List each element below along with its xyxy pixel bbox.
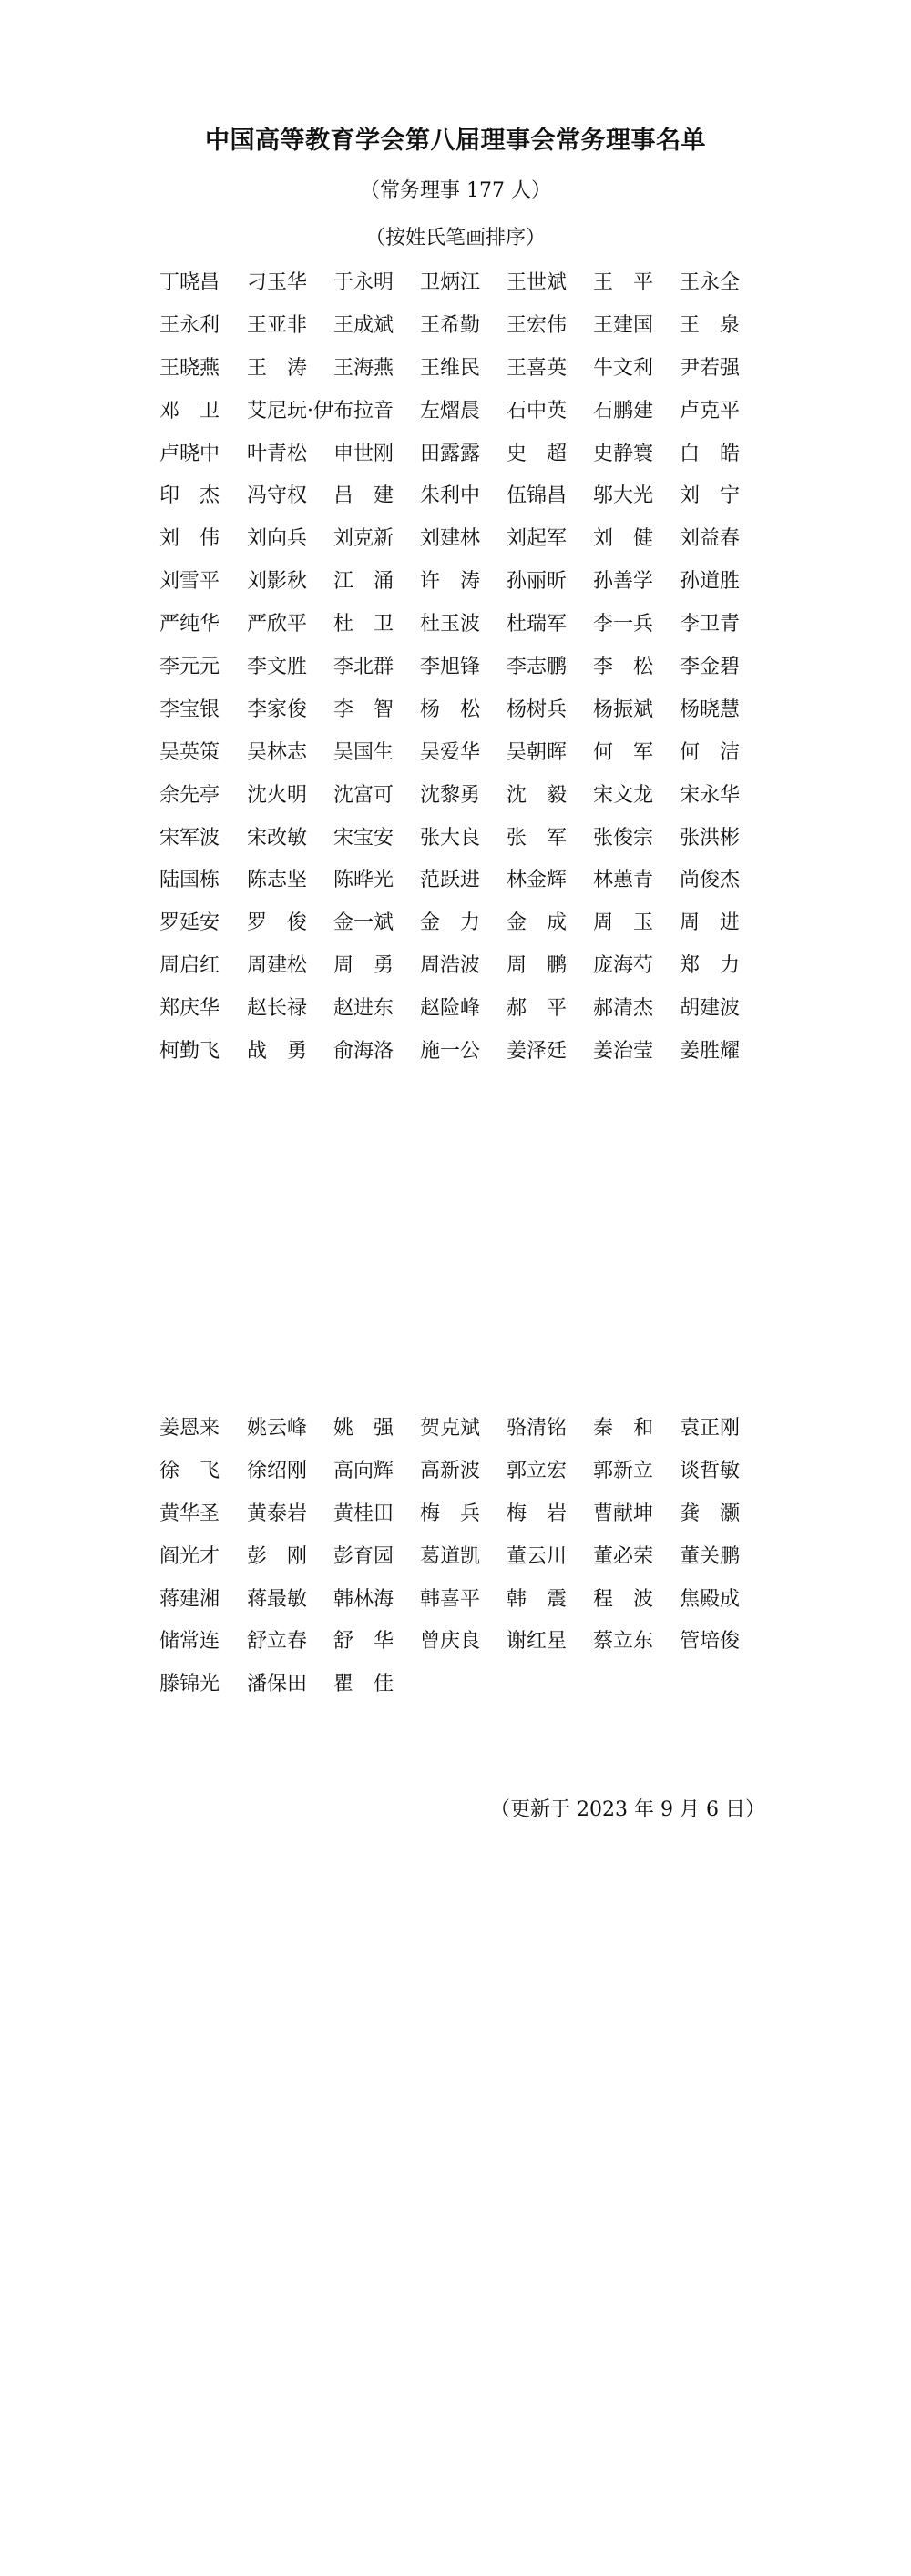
member-name: 王海燕 — [333, 356, 394, 380]
member-name: 史 超 — [507, 442, 568, 465]
name-row — [159, 910, 752, 952]
member-name: 朱利中 — [420, 484, 481, 508]
member-name: 张俊宗 — [593, 826, 654, 850]
member-name: 刘益春 — [680, 527, 741, 551]
member-name: 姜治莹 — [593, 1040, 654, 1064]
member-name: 张洪彬 — [680, 826, 741, 850]
member-name: 储常连 — [159, 1630, 220, 1654]
member-name: 白 皓 — [680, 442, 741, 465]
member-name: 胡建波 — [680, 997, 741, 1021]
member-name: 金一斌 — [333, 911, 394, 935]
member-name: 柯勤飞 — [159, 1040, 220, 1064]
member-name: 王宏伟 — [507, 313, 568, 337]
member-name: 王 泉 — [680, 313, 741, 337]
member-name: 王希勤 — [420, 313, 481, 337]
member-name: 赵长禄 — [247, 997, 308, 1021]
member-name: 宋文龙 — [593, 783, 654, 807]
member-name: 郑 力 — [680, 954, 741, 978]
member-name: 李宝银 — [159, 697, 220, 721]
member-name: 林蕙青 — [593, 869, 654, 892]
name-list-section-1 — [159, 270, 752, 1081]
member-name: 严纯华 — [159, 613, 220, 636]
member-name: 邬大光 — [593, 484, 654, 508]
member-name: 陈晔光 — [333, 869, 394, 892]
member-name: 王 平 — [593, 271, 654, 294]
member-name: 李 智 — [333, 697, 394, 721]
member-name: 杨树兵 — [507, 697, 568, 721]
member-name: 梅 岩 — [507, 1502, 568, 1525]
member-name: 周 勇 — [333, 954, 394, 978]
member-name: 庞海芍 — [593, 954, 654, 978]
member-name: 周 鹏 — [507, 954, 568, 978]
member-name: 王维民 — [420, 356, 481, 380]
member-name: 王世斌 — [507, 271, 568, 294]
member-name: 李金碧 — [680, 656, 741, 679]
member-name: 梅 兵 — [420, 1502, 481, 1525]
member-name: 刁玉华 — [247, 271, 308, 294]
member-name: 彭 刚 — [247, 1544, 308, 1568]
member-name: 张大良 — [420, 826, 481, 850]
name-row — [159, 697, 752, 739]
member-name: 杨 松 — [420, 697, 481, 721]
member-name: 潘保田 — [247, 1673, 308, 1696]
member-name: 刘 健 — [593, 527, 654, 551]
member-name: 牛文利 — [593, 356, 654, 380]
member-name: 刘克新 — [333, 527, 394, 551]
name-row — [159, 867, 752, 910]
member-name: 孙道胜 — [680, 570, 741, 594]
member-name: 姚 强 — [333, 1417, 394, 1440]
member-name: 张 军 — [507, 826, 568, 850]
member-name: 杨振斌 — [593, 697, 654, 721]
member-name: 尚俊杰 — [680, 869, 741, 892]
name-row — [159, 398, 752, 441]
member-count-subtitle: （常务理事 177 人） — [360, 179, 551, 202]
member-name: 孙丽昕 — [507, 570, 568, 594]
member-name: 杜玉波 — [420, 613, 481, 636]
member-name: 艾尼玩·伊布拉音 — [247, 399, 394, 423]
name-list-section-2 — [159, 1415, 752, 1714]
member-name: 刘建林 — [420, 527, 481, 551]
member-name: 骆清铭 — [507, 1417, 568, 1440]
member-name: 李文胜 — [247, 656, 308, 679]
member-name: 李 松 — [593, 656, 654, 679]
member-name: 阎光才 — [159, 1544, 220, 1568]
member-name: 姜泽廷 — [507, 1040, 568, 1064]
member-name: 严欣平 — [247, 613, 308, 636]
member-name: 史静寰 — [593, 442, 654, 465]
member-name: 赵险峰 — [420, 997, 481, 1021]
name-row — [159, 1415, 752, 1458]
member-name: 李旭锋 — [420, 656, 481, 679]
member-name: 宋永华 — [680, 783, 741, 807]
member-name: 姜胜耀 — [680, 1040, 741, 1064]
member-name: 罗 俊 — [247, 911, 308, 935]
member-name: 谈哲敏 — [680, 1459, 741, 1482]
name-row — [159, 568, 752, 611]
member-name: 周浩波 — [420, 954, 481, 978]
member-name: 周 进 — [680, 911, 741, 935]
member-name: 王喜英 — [507, 356, 568, 380]
member-name: 徐绍刚 — [247, 1459, 308, 1482]
member-name: 蔡立东 — [593, 1630, 654, 1654]
member-name: 董关鹏 — [680, 1544, 741, 1568]
member-name: 瞿 佳 — [333, 1673, 394, 1696]
member-name: 董云川 — [507, 1544, 568, 1568]
member-name: 吴国生 — [333, 740, 394, 764]
member-name: 沈富可 — [333, 783, 394, 807]
member-name: 曹献坤 — [593, 1502, 654, 1525]
member-name: 卢晓中 — [159, 442, 220, 465]
member-name: 于永明 — [333, 271, 394, 294]
name-row — [159, 654, 752, 697]
member-name: 焦殿成 — [680, 1587, 741, 1611]
member-name: 李元元 — [159, 656, 220, 679]
member-name: 战 勇 — [247, 1040, 308, 1064]
member-name: 刘起军 — [507, 527, 568, 551]
member-name: 郝清杰 — [593, 997, 654, 1021]
member-name: 韩林海 — [333, 1587, 394, 1611]
member-name: 吴林志 — [247, 740, 308, 764]
name-row — [159, 1543, 752, 1586]
member-name: 刘雪平 — [159, 570, 220, 594]
member-name: 姚云峰 — [247, 1417, 308, 1440]
member-name: 卫炳江 — [420, 271, 481, 294]
member-name: 卢克平 — [680, 399, 741, 423]
member-name: 俞海洛 — [333, 1040, 394, 1064]
name-row — [159, 995, 752, 1038]
member-name: 周建松 — [247, 954, 308, 978]
member-name: 吴英策 — [159, 740, 220, 764]
member-name: 杜瑞军 — [507, 613, 568, 636]
member-name: 丁晓昌 — [159, 271, 220, 294]
member-name: 谢红星 — [507, 1630, 568, 1654]
member-name: 周 玉 — [593, 911, 654, 935]
member-name: 郭新立 — [593, 1459, 654, 1482]
name-row — [159, 1038, 752, 1081]
member-name: 王亚非 — [247, 313, 308, 337]
member-name: 郭立宏 — [507, 1459, 568, 1482]
member-name: 孙善学 — [593, 570, 654, 594]
member-name: 吴爱华 — [420, 740, 481, 764]
name-row — [159, 355, 752, 398]
member-name: 徐 飞 — [159, 1459, 220, 1482]
member-name: 李一兵 — [593, 613, 654, 636]
member-name: 罗延安 — [159, 911, 220, 935]
member-name: 郝 平 — [507, 997, 568, 1021]
member-name: 施一公 — [420, 1040, 481, 1064]
member-name: 余先亭 — [159, 783, 220, 807]
member-name: 管培俊 — [680, 1630, 741, 1654]
member-name: 林金辉 — [507, 869, 568, 892]
member-name: 江 涌 — [333, 570, 394, 594]
name-row — [159, 1458, 752, 1501]
member-name: 宋改敏 — [247, 826, 308, 850]
name-row — [159, 1586, 752, 1629]
member-name: 沈火明 — [247, 783, 308, 807]
member-name: 郑庆华 — [159, 997, 220, 1021]
name-row — [159, 1671, 752, 1714]
member-name: 舒立春 — [247, 1630, 308, 1654]
member-name: 黄华圣 — [159, 1502, 220, 1525]
member-name: 印 杰 — [159, 484, 220, 508]
member-name: 舒 华 — [333, 1630, 394, 1654]
name-row — [159, 1628, 752, 1671]
member-name: 黄泰岩 — [247, 1502, 308, 1525]
member-name: 袁正刚 — [680, 1417, 741, 1440]
member-name: 范跃进 — [420, 869, 481, 892]
member-name: 何 军 — [593, 740, 654, 764]
member-name: 王晓燕 — [159, 356, 220, 380]
member-name: 尹若强 — [680, 356, 741, 380]
member-name: 冯守权 — [247, 484, 308, 508]
name-row — [159, 611, 752, 654]
member-name: 曾庆良 — [420, 1630, 481, 1654]
member-name: 高向辉 — [333, 1459, 394, 1482]
member-name: 程 波 — [593, 1587, 654, 1611]
name-row — [159, 525, 752, 568]
member-name: 吕 建 — [333, 484, 394, 508]
member-name: 申世刚 — [333, 442, 394, 465]
member-name: 吴朝晖 — [507, 740, 568, 764]
member-name: 李家俊 — [247, 697, 308, 721]
member-name: 叶青松 — [247, 442, 308, 465]
name-row — [159, 739, 752, 782]
name-row — [159, 270, 752, 312]
name-row — [159, 782, 752, 825]
member-name: 姜恩来 — [159, 1417, 220, 1440]
sort-order-subtitle: （按姓氏笔画排序） — [364, 227, 546, 249]
member-name: 李卫青 — [680, 613, 741, 636]
member-name: 石鹏建 — [593, 399, 654, 423]
member-name: 陆国栋 — [159, 869, 220, 892]
member-name: 宋军波 — [159, 826, 220, 850]
member-name: 金 成 — [507, 911, 568, 935]
document-title: 中国高等教育学会第八届理事会常务理事名单 — [205, 127, 706, 155]
member-name: 高新波 — [420, 1459, 481, 1482]
member-name: 王 涛 — [247, 356, 308, 380]
member-name: 韩 震 — [507, 1587, 568, 1611]
member-name: 赵进东 — [333, 997, 394, 1021]
member-name: 田露露 — [420, 442, 481, 465]
member-name: 王永全 — [680, 271, 741, 294]
name-row — [159, 312, 752, 355]
name-row — [159, 441, 752, 484]
member-name: 彭育园 — [333, 1544, 394, 1568]
member-name: 王建国 — [593, 313, 654, 337]
member-name: 刘影秋 — [247, 570, 308, 594]
member-name: 沈黎勇 — [420, 783, 481, 807]
member-name: 黄桂田 — [333, 1502, 394, 1525]
member-name: 王成斌 — [333, 313, 394, 337]
member-name: 董必荣 — [593, 1544, 654, 1568]
member-name: 王永利 — [159, 313, 220, 337]
member-name: 秦 和 — [593, 1417, 654, 1440]
member-name: 邓 卫 — [159, 399, 220, 423]
member-name: 刘向兵 — [247, 527, 308, 551]
member-name: 宋宝安 — [333, 826, 394, 850]
member-name: 何 洁 — [680, 740, 741, 764]
member-name: 蒋建湘 — [159, 1587, 220, 1611]
member-name: 刘 伟 — [159, 527, 220, 551]
member-name: 沈 毅 — [507, 783, 568, 807]
update-date: （更新于 2023 年 9 月 6 日） — [490, 1798, 765, 1821]
member-name: 刘 宁 — [680, 484, 741, 508]
member-name: 杜 卫 — [333, 613, 394, 636]
member-name: 龚 灏 — [680, 1502, 741, 1525]
member-name: 葛道凯 — [420, 1544, 481, 1568]
member-name: 滕锦光 — [159, 1673, 220, 1696]
member-name: 陈志坚 — [247, 869, 308, 892]
name-row — [159, 952, 752, 995]
member-name: 韩喜平 — [420, 1587, 481, 1611]
member-name: 蒋最敏 — [247, 1587, 308, 1611]
name-row — [159, 483, 752, 525]
member-name: 贺克斌 — [420, 1417, 481, 1440]
member-name: 石中英 — [507, 399, 568, 423]
member-name: 李志鹏 — [507, 656, 568, 679]
member-name: 李北群 — [333, 656, 394, 679]
name-row — [159, 1501, 752, 1543]
member-name: 左熠晨 — [420, 399, 481, 423]
member-name: 伍锦昌 — [507, 484, 568, 508]
member-name: 许 涛 — [420, 570, 481, 594]
member-name: 金 力 — [420, 911, 481, 935]
member-name: 杨晓慧 — [680, 697, 741, 721]
name-row — [159, 825, 752, 868]
member-name: 周启红 — [159, 954, 220, 978]
